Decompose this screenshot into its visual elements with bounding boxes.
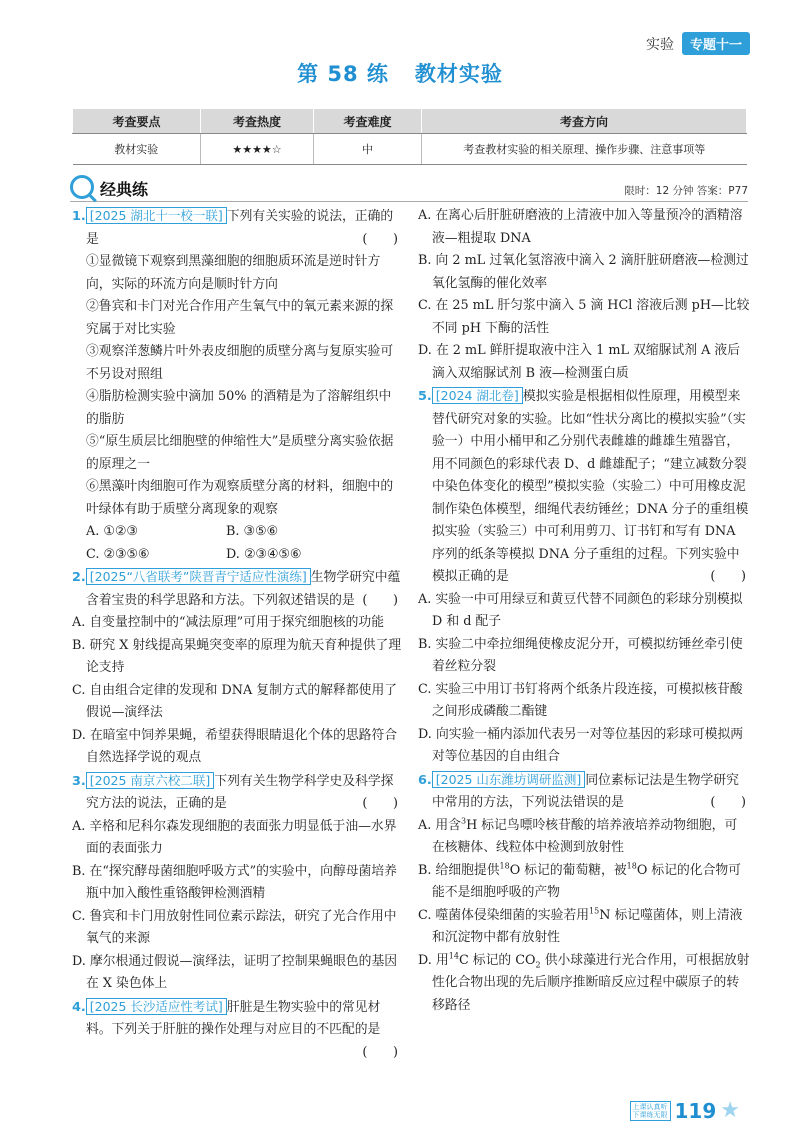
page-footer xyxy=(630,1098,740,1123)
question-stem: 生物学研究中蕴含着宝贵的科学思路和方法。下列叙述错误的是 xyxy=(86,570,401,608)
question-5 xyxy=(418,385,750,769)
header-cell: 考查方向 xyxy=(422,109,747,134)
question-2 xyxy=(72,566,402,770)
header-cell: 考查热度 xyxy=(201,109,314,134)
option-text: D. 用 xyxy=(418,952,449,968)
question-number: 4. xyxy=(72,999,86,1015)
statement: ③观察洋葱鳞片叶外表皮细胞的质壁分离与复原实验可不另设对照组 xyxy=(86,344,394,382)
question-4 xyxy=(72,996,402,1060)
option-c[interactable] xyxy=(418,905,750,950)
title-name: 教材实验 xyxy=(414,62,503,86)
option-b[interactable]: B. ③⑤⑥ xyxy=(226,524,278,539)
statement: ④脂肪检测实验中滴加 50% 的酒精是为了溶解组织中的脂肪 xyxy=(86,389,392,427)
topic-tag: 专题十一 xyxy=(682,32,750,55)
answer-blank[interactable]: ( ) xyxy=(362,592,398,608)
question-number: 1. xyxy=(72,209,86,224)
question-source: [2024 湖北卷] xyxy=(432,387,523,404)
question-number: 2. xyxy=(72,570,86,585)
isotope-mass: 15 xyxy=(589,906,600,916)
option-a[interactable]: A. ①②③ xyxy=(86,524,138,539)
section-label: 经典练 xyxy=(100,180,149,199)
option-text: H 标记鸟嘌呤核苷酸的培养液培养动物细胞，可在核糖体、线粒体中检测到放射性 xyxy=(432,817,738,855)
title-number: 第 58 练 xyxy=(297,62,389,86)
answer-blank[interactable]: ( ) xyxy=(362,231,398,247)
question-4-options xyxy=(418,205,750,385)
question-stem: 下列有关实验的说法，正确的是 xyxy=(86,209,394,247)
statement: ⑥黑藻叶肉细胞可作为观察质壁分离的材料，细胞中的叶绿体有助于质壁分离现象的观察 xyxy=(86,479,394,517)
question-number: 5. xyxy=(418,389,432,404)
option-text: O 标记的葡萄糖，被 xyxy=(509,862,627,878)
option-a[interactable]: A. 自变量控制中的“减法原理”可用于探究细胞核的功能 xyxy=(72,615,384,630)
question-stem: 同位素标记法是生物学研究中常用的方法，下列说法错误的是 xyxy=(432,772,739,810)
answer-blank[interactable]: ( ) xyxy=(710,795,746,810)
question-1 xyxy=(72,205,402,566)
question-source: [2025 湖北十一校一联] xyxy=(86,207,227,224)
table-cell: 教材实验 xyxy=(73,134,201,165)
answer-blank[interactable]: ( ) xyxy=(362,1044,398,1060)
isotope-mass: 3 xyxy=(460,816,467,826)
option-d[interactable]: D. 向实验一桶内添加代表另一对等位基因的彩球可模拟两对等位基因的自由组合 xyxy=(418,726,744,764)
option-d[interactable]: D. 在 2 mL 鲜肝提取液中注入 1 mL 双缩脲试剂 A 液后滴入双缩脲试剂 B 液—检测蛋白质 xyxy=(418,343,741,381)
table-cell: ★★★★☆ xyxy=(201,134,314,165)
isotope-mass: 18 xyxy=(626,861,637,871)
isotope-mass: 18 xyxy=(499,861,510,871)
question-source: [2025 山东潍坊调研监测] xyxy=(432,771,586,788)
question-stem: 模拟实验是根据相似性原理，用模型来替代研究对象的实验。比如“性状分离比的模拟实验”（实验一）中用小桶甲和乙分别代表雌雄的雌雄生殖器官，用不同颜色的彩球代表 D、d 雌雄配子；“建立减数分裂中染色体变化的模型”模拟实验（实验二）中可用橡皮泥制作染色体模型，细绳代表纺锤丝；DNA 分子的重组模拟实验（实验三）中可利用剪刀、订书钉和写有 DNA 序列的纸条等模拟 DNA 分子重组的过程。下列实验中模拟正确的是 xyxy=(432,389,749,584)
isotope-mass: 14 xyxy=(448,951,459,961)
option-d[interactable]: D. 在暗室中饲养果蝇，希望获得眼睛退化个体的思路符合自然选择学说的观点 xyxy=(72,727,398,765)
star-icon: ★ xyxy=(720,1098,740,1123)
time-answer-info: 限时：12 分钟 答案：P77 xyxy=(624,185,748,197)
header-cell: 考查要点 xyxy=(73,109,201,134)
option-b[interactable] xyxy=(418,860,750,905)
option-c[interactable]: C. ②③⑤⑥ xyxy=(86,546,150,562)
page-title xyxy=(0,58,800,88)
option-d[interactable]: D. 摩尔根通过假说—演绎法，证明了控制果蝇眼色的基因在 X 染色体上 xyxy=(72,953,398,991)
option-c[interactable]: C. 在 25 mL 肝匀浆中滴入 5 滴 HCl 溶液后测 pH—比较不同 pH 下酶的活性 xyxy=(418,298,750,336)
option-text: C 标记的 CO xyxy=(458,952,536,968)
option-c[interactable]: C. 自由组合定律的发现和 DNA 复制方式的解释都使用了假说—演绎法 xyxy=(72,682,398,720)
option-a[interactable]: A. 在离心后肝脏研磨液的上清液中加入等量预冷的酒精溶液—粗提取 DNA xyxy=(418,208,743,246)
option-d[interactable]: D. ②③④⑤⑥ xyxy=(226,546,302,562)
table-cell: 考查教材实验的相关原理、操作步骤、注意事项等 xyxy=(422,134,747,165)
option-a[interactable]: A. 实验一中可用绿豆和黄豆代替不同颜色的彩球分别模拟 D 和 d 配子 xyxy=(418,591,743,629)
statement: ⑤“原生质层比细胞壁的伸缩性大”是质壁分离实验依据的原理之一 xyxy=(86,434,394,472)
section-label: 实验 xyxy=(645,36,674,53)
option-d[interactable] xyxy=(418,950,750,1018)
slogan-box xyxy=(630,1101,671,1121)
option-text: O 标记的化合物可能不是细胞呼吸的产物 xyxy=(432,862,741,900)
exam-points-table xyxy=(72,108,747,165)
question-stem: 肝脏是生物实验中的常见材料。下列关于肝脏的操作处理与对应目的不匹配的是 xyxy=(86,999,381,1037)
statement: ①显微镜下观察到黑藻细胞的细胞质环流是逆时针方向，实际的环流方向是顺时针方向 xyxy=(86,254,381,292)
option-b[interactable]: B. 在“探究酵母菌细胞呼吸方式”的实验中，向醇母菌培养瓶中加入酸性重铬酸钾检测酒精 xyxy=(72,863,397,901)
right-column xyxy=(418,205,750,1017)
question-6 xyxy=(418,769,750,1018)
option-c[interactable]: C. 鲁宾和卡门用放射性同位素示踪法，研究了光合作用中氧气的来源 xyxy=(72,908,397,946)
option-text: C. 噬菌体侵染细菌的实验若用 xyxy=(418,907,590,923)
question-3 xyxy=(72,770,402,996)
question-source: [2025 南京六校二联] xyxy=(86,772,215,789)
option-c[interactable]: C. 实验三中用订书钉将两个纸条片段连接，可模拟核苷酸之间形成磷酸二酯键 xyxy=(418,681,743,719)
magnifier-icon xyxy=(70,175,94,199)
slogan-line: 下课练无限 xyxy=(632,1110,668,1119)
option-text: N 标记噬菌体，则上清液和沉淀物中都有放射性 xyxy=(432,907,743,945)
option-b[interactable]: B. 实验二中牵拉细绳使橡皮泥分开，可模拟纺锤丝牵引使着丝粒分裂 xyxy=(418,636,743,674)
option-text: A. 用含 xyxy=(418,817,461,833)
left-column xyxy=(72,205,402,1064)
option-text: B. 给细胞提供 xyxy=(418,862,500,878)
slogan-line: 上课认真听 xyxy=(632,1102,668,1111)
question-source: [2025 长沙适应性考试] xyxy=(86,998,227,1015)
option-b[interactable]: B. 向 2 mL 过氧化氢溶液中滴入 2 滴肝脏研磨液—检测过氧化氢酶的催化效率 xyxy=(418,253,749,291)
page-number: 119 xyxy=(674,1098,717,1123)
classic-section-header xyxy=(70,175,748,202)
option-b[interactable]: B. 研究 X 射线提高果蝇突变率的原理为航天育种提供了理论支持 xyxy=(72,637,402,675)
answer-blank[interactable]: ( ) xyxy=(362,796,398,811)
option-text: 供小球藻进行光合作用，可根据放射性化合物出现的先后顺序推断暗反应过程中碳原子的转移路径 xyxy=(432,952,750,1013)
question-number: 3. xyxy=(72,773,86,789)
table-cell: 中 xyxy=(314,134,422,165)
question-number: 6. xyxy=(418,772,432,788)
header-bar xyxy=(646,32,750,55)
option-a[interactable]: A. 辛格和尼科尔森发现细胞的表面张力明显低于油—水界面的表面张力 xyxy=(72,818,397,856)
option-a[interactable] xyxy=(418,815,750,860)
header-cell: 考查难度 xyxy=(314,109,422,134)
answer-blank[interactable]: ( ) xyxy=(710,569,746,584)
question-source: [2025“八省联考”陕晋青宁适应性演练] xyxy=(86,568,311,585)
subscript: 2 xyxy=(535,960,541,970)
statement: ②鲁宾和卡门对光合作用产生氧气中的氧元素来源的探究属于对比实验 xyxy=(86,299,394,337)
question-stem: 下列有关生物学科学史及科学探究方法的说法，正确的是 xyxy=(86,773,394,811)
